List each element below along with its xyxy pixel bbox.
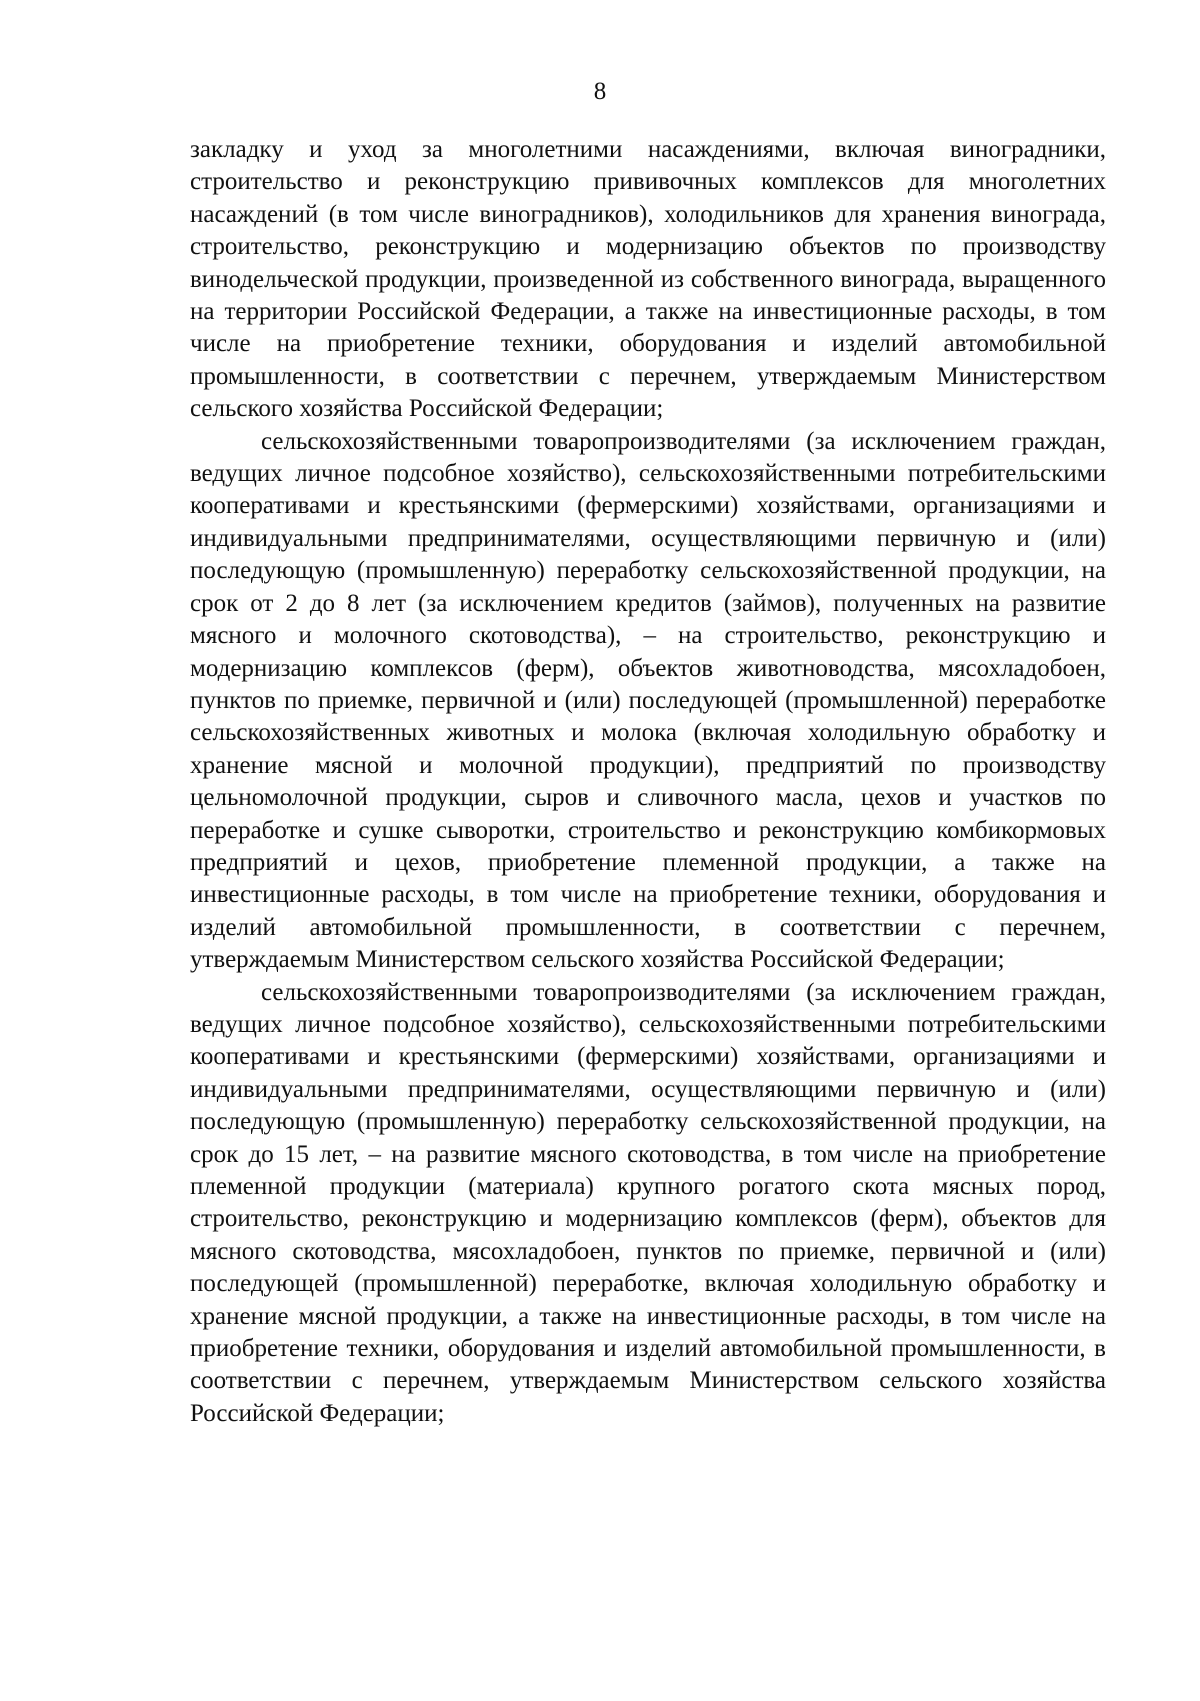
paragraph-beef-cattle-15-years: сельскохозяйственными товаропроизводителями (за исключением граждан, ведущих личное подсобное хозяйство), сельскохозяйственными потребительскими кооперативами и крестьянскими (фермерскими) хозяйствами, организациями и индивидуальными предпринимателями, осуществляющими первичную и (или) последующую (промышленную) переработку сельскохозяйственной продукции, на срок до 15 лет, – на развитие мясного скотоводства, в том числе на приобретение племенной продукции (материала) крупного рогатого скота мясных пород, строительство, реконструкцию и модернизацию комплексов (ферм), объектов для мясного скотоводства, мясохладобоен, пунктов по приемке, первичной и (или) последующей (промышленной) переработке, включая холодильную обработку и хранение мясной продукции, а также на инвестиционные расходы, в том числе на приобретение техники, оборудования и изделий автомобильной промышленности, в соответствии с перечнем, утверждаемым Министерством сельского хозяйства Российской Федерации; (190, 978, 1106, 1427)
paragraph-continuation: закладку и уход за многолетними насаждениями, включая виноградники, строительство и реконструкцию прививочных комплексов для многолетних насаждений (в том числе виноградников), холодильников для хранения винограда, строительство, реконструкцию и модернизацию объектов по производству винодельческой продукции, произведенной из собственного винограда, выращенного на территории Российской Федерации, а также на инвестиционные расходы, в том числе на приобретение техники, оборудования и изделий автомобильной промышленности, в соответствии с перечнем, утверждаемым Министерством сельского хозяйства Российской Федерации; (190, 136, 1106, 423)
document-body (190, 134, 1106, 1430)
paragraph-livestock-2-8-years: сельскохозяйственными товаропроизводителями (за исключением граждан, ведущих личное подсобное хозяйство), сельскохозяйственными потребительскими кооперативами и крестьянскими (фермерскими) хозяйствами, организациями и индивидуальными предпринимателями, осуществляющими первичную и (или) последующую (промышленную) переработку сельскохозяйственной продукции, на срок от 2 до 8 лет (за исключением кредитов (займов), полученных на развитие мясного и молочного скотоводства), – на строительство, реконструкцию и модернизацию комплексов (ферм), объектов животноводства, мясохладобоен, пунктов по приемке, первичной и (или) последующей (промышленной) переработке сельскохозяйственных животных и молока (включая холодильную обработку и хранение мясной и молочной продукции), предприятий по производству цельномолочной продукции, сыров и сливочного масла, цехов и участков по переработке и сушке сыворотки, строительство и реконструкцию комбикормовых предприятий и цехов, приобретение племенной продукции, а также на инвестиционные расходы, в том числе на приобретение техники, оборудования и изделий автомобильной промышленности, в соответствии с перечнем, утверждаемым Министерством сельского хозяйства Российской Федерации; (190, 427, 1106, 974)
page-number: 8 (593, 78, 607, 105)
